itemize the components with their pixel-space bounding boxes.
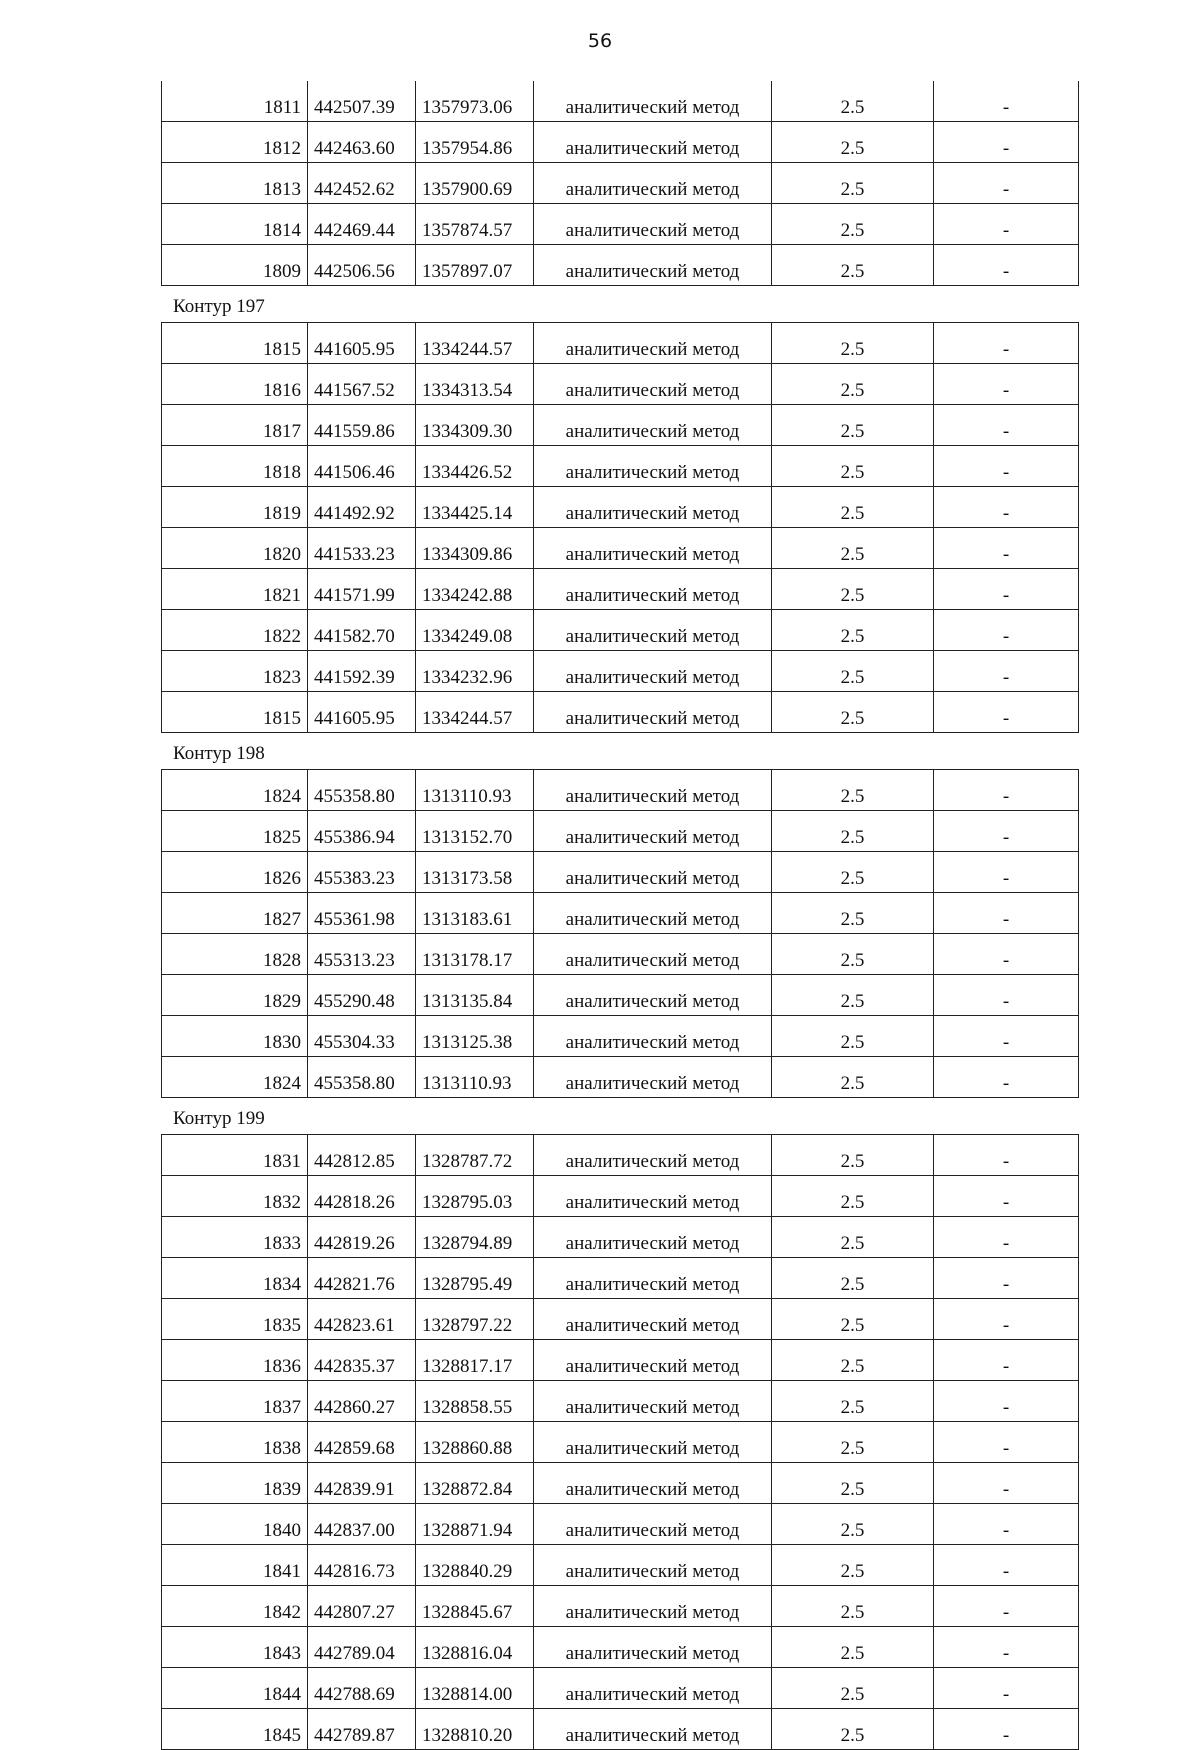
table-row (162, 1217, 1079, 1258)
point-number-cell: 1823 (162, 651, 308, 692)
accuracy-cell: 2.5 (772, 122, 934, 163)
method-cell: аналитический метод (534, 975, 772, 1016)
point-number-cell: 1812 (162, 122, 308, 163)
method-cell: аналитический метод (534, 446, 772, 487)
x-coordinate-cell: 442859.68 (308, 1422, 416, 1463)
accuracy-cell: 2.5 (772, 852, 934, 893)
y-coordinate-cell: 1334309.30 (416, 405, 534, 446)
note-cell: - (934, 405, 1079, 446)
accuracy-cell: 2.5 (772, 934, 934, 975)
method-cell: аналитический метод (534, 1176, 772, 1217)
x-coordinate-cell: 455313.23 (308, 934, 416, 975)
note-cell: - (934, 1463, 1079, 1504)
point-number-cell: 1841 (162, 1545, 308, 1586)
note-cell: - (934, 1504, 1079, 1545)
note-cell: - (934, 1258, 1079, 1299)
note-cell: - (934, 1057, 1079, 1098)
table-row (162, 692, 1079, 733)
method-cell: аналитический метод (534, 1504, 772, 1545)
note-cell: - (934, 1016, 1079, 1057)
table-row (162, 893, 1079, 934)
x-coordinate-cell: 441582.70 (308, 610, 416, 651)
table-row (162, 1709, 1079, 1750)
x-coordinate-cell: 442789.87 (308, 1709, 416, 1750)
note-cell: - (934, 811, 1079, 852)
table-row (162, 1463, 1079, 1504)
y-coordinate-cell: 1313135.84 (416, 975, 534, 1016)
note-cell: - (934, 487, 1079, 528)
point-number-cell: 1831 (162, 1135, 308, 1176)
y-coordinate-cell: 1313183.61 (416, 893, 534, 934)
y-coordinate-cell: 1334309.86 (416, 528, 534, 569)
accuracy-cell: 2.5 (772, 1057, 934, 1098)
table-row (162, 1176, 1079, 1217)
note-cell: - (934, 245, 1079, 286)
accuracy-cell: 2.5 (772, 1016, 934, 1057)
method-cell: аналитический метод (534, 1668, 772, 1709)
point-number-cell: 1821 (162, 569, 308, 610)
table-row (162, 975, 1079, 1016)
accuracy-cell: 2.5 (772, 651, 934, 692)
y-coordinate-cell: 1328816.04 (416, 1627, 534, 1668)
table-row (162, 1504, 1079, 1545)
table-row (162, 364, 1079, 405)
accuracy-cell: 2.5 (772, 975, 934, 1016)
note-cell: - (934, 1422, 1079, 1463)
note-cell: - (934, 569, 1079, 610)
coordinates-table (161, 769, 1079, 1098)
coordinates-table (161, 322, 1079, 733)
accuracy-cell: 2.5 (772, 1381, 934, 1422)
table-row (162, 528, 1079, 569)
accuracy-cell: 2.5 (772, 770, 934, 811)
accuracy-cell: 2.5 (772, 1422, 934, 1463)
accuracy-cell: 2.5 (772, 1586, 934, 1627)
point-number-cell: 1819 (162, 487, 308, 528)
accuracy-cell: 2.5 (772, 1217, 934, 1258)
point-number-cell: 1824 (162, 770, 308, 811)
method-cell: аналитический метод (534, 1463, 772, 1504)
table-row (162, 569, 1079, 610)
note-cell: - (934, 1299, 1079, 1340)
x-coordinate-cell: 441571.99 (308, 569, 416, 610)
note-cell: - (934, 975, 1079, 1016)
coordinate-document (161, 81, 1078, 1750)
point-number-cell: 1813 (162, 163, 308, 204)
accuracy-cell: 2.5 (772, 487, 934, 528)
point-number-cell: 1835 (162, 1299, 308, 1340)
y-coordinate-cell: 1334244.57 (416, 692, 534, 733)
table-row (162, 1586, 1079, 1627)
note-cell: - (934, 1627, 1079, 1668)
point-number-cell: 1818 (162, 446, 308, 487)
x-coordinate-cell: 441506.46 (308, 446, 416, 487)
note-cell: - (934, 1381, 1079, 1422)
y-coordinate-cell: 1334244.57 (416, 323, 534, 364)
accuracy-cell: 2.5 (772, 1627, 934, 1668)
y-coordinate-cell: 1328814.00 (416, 1668, 534, 1709)
method-cell: аналитический метод (534, 364, 772, 405)
table-row (162, 1016, 1079, 1057)
method-cell: аналитический метод (534, 811, 772, 852)
note-cell: - (934, 81, 1079, 122)
contour-section (161, 733, 1078, 1098)
contour-title: Контур 197 (173, 296, 265, 317)
y-coordinate-cell: 1328872.84 (416, 1463, 534, 1504)
point-number-cell: 1829 (162, 975, 308, 1016)
x-coordinate-cell: 442823.61 (308, 1299, 416, 1340)
note-cell: - (934, 692, 1079, 733)
point-number-cell: 1817 (162, 405, 308, 446)
accuracy-cell: 2.5 (772, 569, 934, 610)
y-coordinate-cell: 1328845.67 (416, 1586, 534, 1627)
page-number: 56 (587, 30, 613, 52)
table-row (162, 245, 1079, 286)
x-coordinate-cell: 455361.98 (308, 893, 416, 934)
accuracy-cell: 2.5 (772, 528, 934, 569)
point-number-cell: 1840 (162, 1504, 308, 1545)
y-coordinate-cell: 1334232.96 (416, 651, 534, 692)
note-cell: - (934, 1586, 1079, 1627)
accuracy-cell: 2.5 (772, 1709, 934, 1750)
note-cell: - (934, 1340, 1079, 1381)
note-cell: - (934, 122, 1079, 163)
method-cell: аналитический метод (534, 692, 772, 733)
x-coordinate-cell: 442839.91 (308, 1463, 416, 1504)
y-coordinate-cell: 1328817.17 (416, 1340, 534, 1381)
y-coordinate-cell: 1328787.72 (416, 1135, 534, 1176)
note-cell: - (934, 1668, 1079, 1709)
point-number-cell: 1830 (162, 1016, 308, 1057)
accuracy-cell: 2.5 (772, 1258, 934, 1299)
contour-section (161, 286, 1078, 733)
method-cell: аналитический метод (534, 528, 772, 569)
table-row (162, 122, 1079, 163)
point-number-cell: 1845 (162, 1709, 308, 1750)
point-number-cell: 1827 (162, 893, 308, 934)
x-coordinate-cell: 441567.52 (308, 364, 416, 405)
contour-title: Контур 198 (173, 743, 265, 764)
accuracy-cell: 2.5 (772, 811, 934, 852)
point-number-cell: 1814 (162, 204, 308, 245)
point-number-cell: 1842 (162, 1586, 308, 1627)
x-coordinate-cell: 442807.27 (308, 1586, 416, 1627)
note-cell: - (934, 1217, 1079, 1258)
method-cell: аналитический метод (534, 1627, 772, 1668)
point-number-cell: 1832 (162, 1176, 308, 1217)
accuracy-cell: 2.5 (772, 1135, 934, 1176)
x-coordinate-cell: 442818.26 (308, 1176, 416, 1217)
y-coordinate-cell: 1328810.20 (416, 1709, 534, 1750)
y-coordinate-cell: 1313110.93 (416, 1057, 534, 1098)
accuracy-cell: 2.5 (772, 245, 934, 286)
table-row (162, 1299, 1079, 1340)
y-coordinate-cell: 1357900.69 (416, 163, 534, 204)
method-cell: аналитический метод (534, 81, 772, 122)
point-number-cell: 1838 (162, 1422, 308, 1463)
y-coordinate-cell: 1328871.94 (416, 1504, 534, 1545)
x-coordinate-cell: 441492.92 (308, 487, 416, 528)
note-cell: - (934, 651, 1079, 692)
x-coordinate-cell: 455386.94 (308, 811, 416, 852)
x-coordinate-cell: 442812.85 (308, 1135, 416, 1176)
x-coordinate-cell: 442506.56 (308, 245, 416, 286)
method-cell: аналитический метод (534, 1340, 772, 1381)
note-cell: - (934, 1545, 1079, 1586)
table-row (162, 487, 1079, 528)
accuracy-cell: 2.5 (772, 1668, 934, 1709)
table-row (162, 610, 1079, 651)
x-coordinate-cell: 441559.86 (308, 405, 416, 446)
y-coordinate-cell: 1328795.03 (416, 1176, 534, 1217)
y-coordinate-cell: 1313152.70 (416, 811, 534, 852)
method-cell: аналитический метод (534, 1422, 772, 1463)
method-cell: аналитический метод (534, 487, 772, 528)
method-cell: аналитический метод (534, 204, 772, 245)
method-cell: аналитический метод (534, 1135, 772, 1176)
point-number-cell: 1816 (162, 364, 308, 405)
note-cell: - (934, 1135, 1079, 1176)
accuracy-cell: 2.5 (772, 405, 934, 446)
x-coordinate-cell: 442835.37 (308, 1340, 416, 1381)
method-cell: аналитический метод (534, 323, 772, 364)
table-row (162, 405, 1079, 446)
note-cell: - (934, 610, 1079, 651)
coordinates-table (161, 81, 1079, 286)
x-coordinate-cell: 455290.48 (308, 975, 416, 1016)
table-row (162, 1627, 1079, 1668)
method-cell: аналитический метод (534, 610, 772, 651)
x-coordinate-cell: 441605.95 (308, 692, 416, 733)
method-cell: аналитический метод (534, 1586, 772, 1627)
table-row (162, 852, 1079, 893)
coordinates-table (161, 1134, 1079, 1750)
point-number-cell: 1839 (162, 1463, 308, 1504)
method-cell: аналитический метод (534, 1217, 772, 1258)
x-coordinate-cell: 442837.00 (308, 1504, 416, 1545)
x-coordinate-cell: 441533.23 (308, 528, 416, 569)
accuracy-cell: 2.5 (772, 204, 934, 245)
table-row (162, 1135, 1079, 1176)
table-row (162, 1057, 1079, 1098)
table-row (162, 1668, 1079, 1709)
contour-section (161, 1098, 1078, 1750)
table-row (162, 81, 1079, 122)
point-number-cell: 1828 (162, 934, 308, 975)
accuracy-cell: 2.5 (772, 610, 934, 651)
note-cell: - (934, 893, 1079, 934)
method-cell: аналитический метод (534, 770, 772, 811)
accuracy-cell: 2.5 (772, 323, 934, 364)
accuracy-cell: 2.5 (772, 364, 934, 405)
y-coordinate-cell: 1313110.93 (416, 770, 534, 811)
table-row (162, 163, 1079, 204)
x-coordinate-cell: 441605.95 (308, 323, 416, 364)
table-row (162, 811, 1079, 852)
method-cell: аналитический метод (534, 122, 772, 163)
point-number-cell: 1811 (162, 81, 308, 122)
method-cell: аналитический метод (534, 1709, 772, 1750)
y-coordinate-cell: 1334249.08 (416, 610, 534, 651)
accuracy-cell: 2.5 (772, 893, 934, 934)
table-row (162, 446, 1079, 487)
point-number-cell: 1815 (162, 692, 308, 733)
y-coordinate-cell: 1328840.29 (416, 1545, 534, 1586)
note-cell: - (934, 163, 1079, 204)
accuracy-cell: 2.5 (772, 81, 934, 122)
table-row (162, 204, 1079, 245)
table-row (162, 934, 1079, 975)
y-coordinate-cell: 1334313.54 (416, 364, 534, 405)
y-coordinate-cell: 1313125.38 (416, 1016, 534, 1057)
point-number-cell: 1836 (162, 1340, 308, 1381)
note-cell: - (934, 364, 1079, 405)
note-cell: - (934, 528, 1079, 569)
y-coordinate-cell: 1334242.88 (416, 569, 534, 610)
y-coordinate-cell: 1328858.55 (416, 1381, 534, 1422)
point-number-cell: 1815 (162, 323, 308, 364)
y-coordinate-cell: 1357954.86 (416, 122, 534, 163)
table-row (162, 770, 1079, 811)
table-row (162, 1381, 1079, 1422)
accuracy-cell: 2.5 (772, 1463, 934, 1504)
note-cell: - (934, 852, 1079, 893)
table-row (162, 1422, 1079, 1463)
point-number-cell: 1826 (162, 852, 308, 893)
point-number-cell: 1844 (162, 1668, 308, 1709)
y-coordinate-cell: 1313178.17 (416, 934, 534, 975)
method-cell: аналитический метод (534, 893, 772, 934)
y-coordinate-cell: 1328794.89 (416, 1217, 534, 1258)
method-cell: аналитический метод (534, 934, 772, 975)
method-cell: аналитический метод (534, 1258, 772, 1299)
point-number-cell: 1820 (162, 528, 308, 569)
table-row (162, 651, 1079, 692)
y-coordinate-cell: 1328795.49 (416, 1258, 534, 1299)
y-coordinate-cell: 1334426.52 (416, 446, 534, 487)
table-row (162, 1545, 1079, 1586)
table-row (162, 1340, 1079, 1381)
x-coordinate-cell: 442469.44 (308, 204, 416, 245)
method-cell: аналитический метод (534, 651, 772, 692)
accuracy-cell: 2.5 (772, 1176, 934, 1217)
accuracy-cell: 2.5 (772, 1340, 934, 1381)
x-coordinate-cell: 442452.62 (308, 163, 416, 204)
note-cell: - (934, 770, 1079, 811)
x-coordinate-cell: 442819.26 (308, 1217, 416, 1258)
x-coordinate-cell: 442463.60 (308, 122, 416, 163)
method-cell: аналитический метод (534, 1545, 772, 1586)
note-cell: - (934, 1176, 1079, 1217)
x-coordinate-cell: 455383.23 (308, 852, 416, 893)
y-coordinate-cell: 1357897.07 (416, 245, 534, 286)
x-coordinate-cell: 441592.39 (308, 651, 416, 692)
note-cell: - (934, 323, 1079, 364)
point-number-cell: 1833 (162, 1217, 308, 1258)
y-coordinate-cell: 1334425.14 (416, 487, 534, 528)
point-number-cell: 1843 (162, 1627, 308, 1668)
contour-title: Контур 199 (173, 1108, 265, 1129)
x-coordinate-cell: 442507.39 (308, 81, 416, 122)
x-coordinate-cell: 455358.80 (308, 770, 416, 811)
point-number-cell: 1834 (162, 1258, 308, 1299)
point-number-cell: 1809 (162, 245, 308, 286)
method-cell: аналитический метод (534, 245, 772, 286)
table-row (162, 323, 1079, 364)
method-cell: аналитический метод (534, 163, 772, 204)
accuracy-cell: 2.5 (772, 1299, 934, 1340)
accuracy-cell: 2.5 (772, 1545, 934, 1586)
point-number-cell: 1824 (162, 1057, 308, 1098)
y-coordinate-cell: 1357973.06 (416, 81, 534, 122)
x-coordinate-cell: 442816.73 (308, 1545, 416, 1586)
table-row (162, 1258, 1079, 1299)
x-coordinate-cell: 442821.76 (308, 1258, 416, 1299)
x-coordinate-cell: 442789.04 (308, 1627, 416, 1668)
contour-section (161, 81, 1078, 286)
y-coordinate-cell: 1357874.57 (416, 204, 534, 245)
method-cell: аналитический метод (534, 1381, 772, 1422)
method-cell: аналитический метод (534, 1016, 772, 1057)
method-cell: аналитический метод (534, 405, 772, 446)
method-cell: аналитический метод (534, 852, 772, 893)
note-cell: - (934, 934, 1079, 975)
y-coordinate-cell: 1328860.88 (416, 1422, 534, 1463)
point-number-cell: 1837 (162, 1381, 308, 1422)
method-cell: аналитический метод (534, 569, 772, 610)
x-coordinate-cell: 442788.69 (308, 1668, 416, 1709)
y-coordinate-cell: 1313173.58 (416, 852, 534, 893)
note-cell: - (934, 446, 1079, 487)
accuracy-cell: 2.5 (772, 692, 934, 733)
x-coordinate-cell: 455304.33 (308, 1016, 416, 1057)
accuracy-cell: 2.5 (772, 163, 934, 204)
accuracy-cell: 2.5 (772, 446, 934, 487)
note-cell: - (934, 1709, 1079, 1750)
point-number-cell: 1825 (162, 811, 308, 852)
point-number-cell: 1822 (162, 610, 308, 651)
y-coordinate-cell: 1328797.22 (416, 1299, 534, 1340)
accuracy-cell: 2.5 (772, 1504, 934, 1545)
method-cell: аналитический метод (534, 1057, 772, 1098)
x-coordinate-cell: 442860.27 (308, 1381, 416, 1422)
method-cell: аналитический метод (534, 1299, 772, 1340)
x-coordinate-cell: 455358.80 (308, 1057, 416, 1098)
note-cell: - (934, 204, 1079, 245)
